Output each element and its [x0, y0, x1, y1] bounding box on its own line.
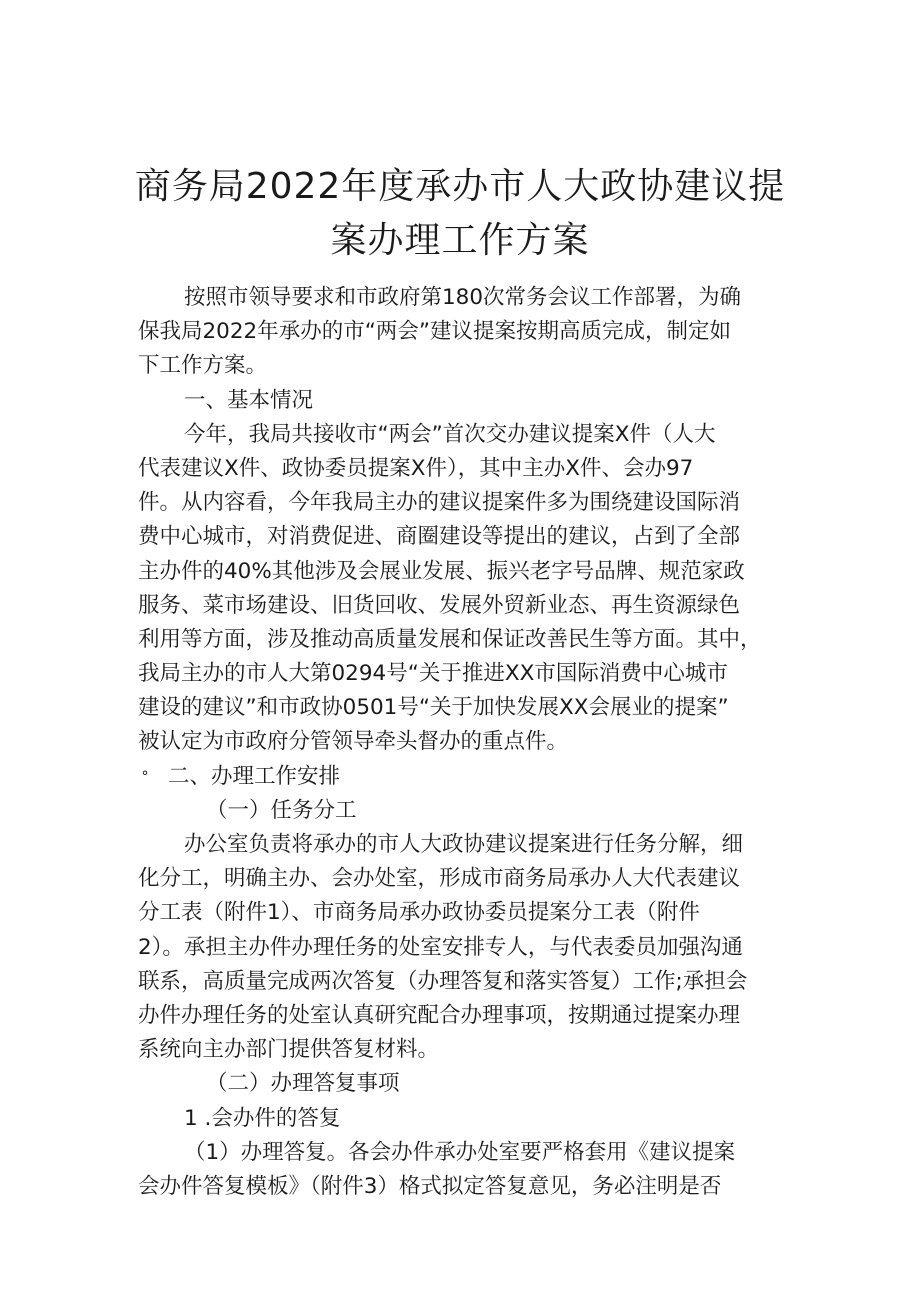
item-heading: 1 .会办件的答复: [184, 1105, 341, 1131]
section-heading: 二、办理工作安排: [168, 763, 341, 789]
title-line-1: 商务局2022年度承办市人大政协建议提: [134, 166, 786, 207]
body-line: 建设的建议”和市政协0501号“关于加快发展XX会展业的提案”: [138, 695, 729, 721]
section-heading: 一、基本情况: [184, 387, 314, 413]
body-line: 代表建议X件、政协委员提案X件），其中主办X件、会办97: [138, 455, 694, 481]
body-line: 件。从内容看，今年我局主办的建议提案件多为围绕建设国际消: [138, 490, 741, 516]
body-line: 今年，我局共接收市“两会”首次交办建议提案X件（人大: [184, 421, 716, 447]
title-line-2: 案办理工作方案: [330, 220, 590, 261]
bullet-mark: °: [141, 768, 149, 785]
body-line: 会办件答复模板》（附件3）格式拟定答复意见，务必注明是否: [138, 1173, 722, 1199]
body-line: 分工表（附件1）、市商务局承办政协委员提案分工表（附件: [138, 900, 700, 926]
body-line: 办公室负责将承办的市人大政协建议提案进行任务分解，细: [184, 832, 744, 857]
body-line: 主办件的40%其他涉及会展业发展、振兴老字号品牌、规范家政: [138, 558, 745, 584]
body-line: 2）。承担主办件办理任务的处室安排专人，与代表委员加强沟通: [138, 934, 743, 960]
body-line: 被认定为市政府分管领导牵头督办的重点件。: [138, 729, 569, 755]
document-body: [138, 281, 788, 1204]
body-line: 化分工，明确主办、会办处室，形成市商务局承办人大代表建议: [138, 866, 741, 892]
body-line: 联系，高质量完成两次答复（办理答复和落实答复）工作;承担会: [138, 968, 748, 994]
body-line: （1）办理答复。各会办件承办处室要严格套用《建议提案: [184, 1139, 736, 1165]
section-heading-row: [138, 760, 788, 794]
document-title: [120, 160, 800, 268]
body-line: 下工作方案。: [138, 353, 268, 379]
body-line: 保我局2022年承办的市“两会”建议提案按期高质完成，制定如: [138, 319, 731, 345]
body-line: 服务、菜市场建设、旧货回收、发展外贸新业态、再生资源绿色: [138, 592, 741, 618]
body-line: 系统向主办部门提供答复材料。: [138, 1037, 440, 1063]
body-line: 办件办理任务的处室认真研究配合办理事项，按期通过提案办理: [138, 1002, 741, 1028]
body-line: 费中心城市，对消费促进、商圈建设等提出的建议，占到了全部: [138, 524, 741, 550]
subsection-heading: （二）办理答复事项: [206, 1071, 400, 1097]
body-line: 我局主办的市人大第0294号“关于推进XX市国际消费中心城市: [138, 661, 728, 687]
body-line: 按照市领导要求和市政府第180次常务会议工作部署，为确: [184, 285, 742, 310]
body-line: 利用等方面，涉及推动高质量发展和保证改善民生等方面。其中，: [138, 626, 762, 652]
subsection-heading: （一）任务分工: [206, 797, 357, 823]
